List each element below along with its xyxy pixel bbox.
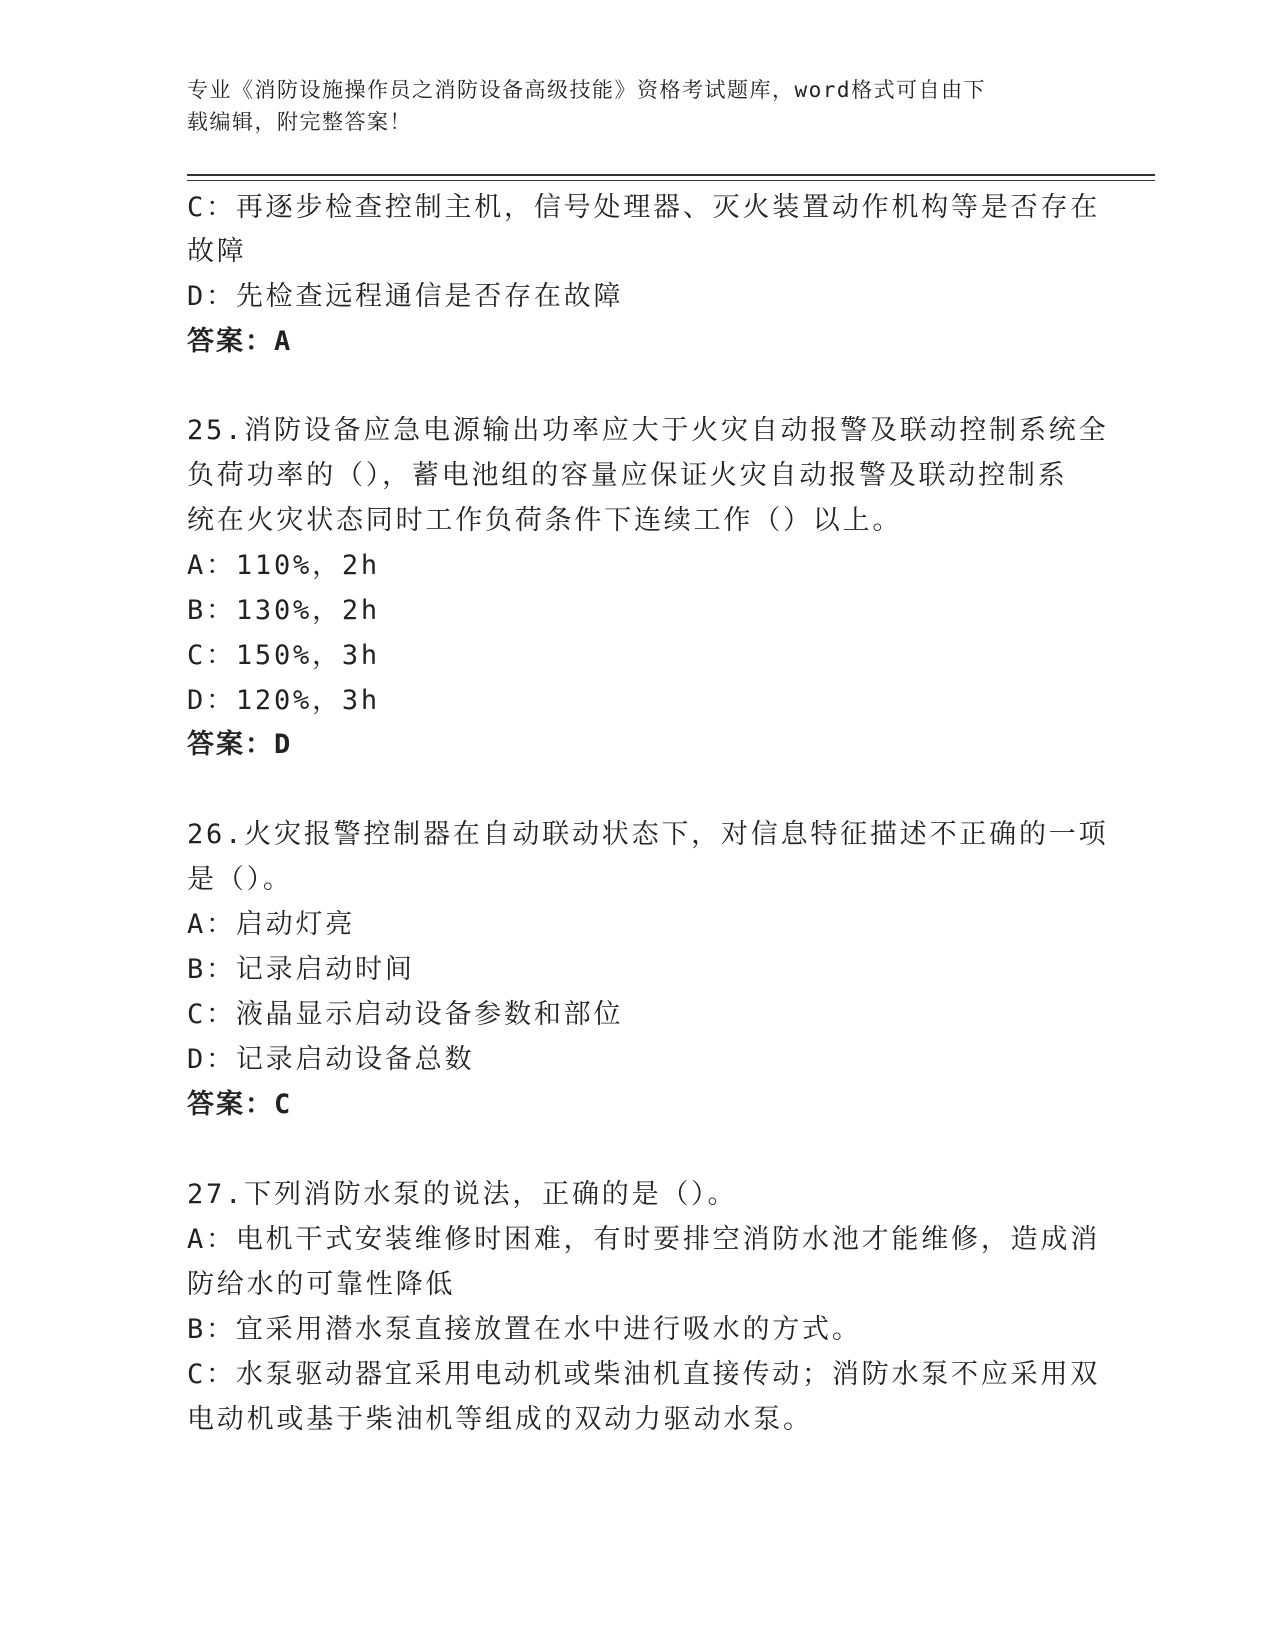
q25-option-a: A：110%，2h: [187, 550, 380, 581]
header-divider-thin: [187, 180, 1155, 181]
q26-option-c: C：液晶显示启动设备参数和部位: [187, 999, 624, 1030]
q25-stem-line-2: 负荷功率的（），蓄电池组的容量应保证火灾自动报警及联动控制系: [187, 460, 1068, 491]
q26-option-d: D：记录启动设备总数: [187, 1044, 475, 1075]
q26-stem-line-2: 是（）。: [187, 864, 293, 895]
prev-option-c-line-1: C：再逐步检查控制主机，信号处理器、灭火装置动作机构等是否存在: [187, 192, 1101, 223]
q27-option-a-line-1: A：电机干式安装维修时困难，有时要排空消防水池才能维修，造成消: [187, 1224, 1101, 1255]
q27-option-c-line-2: 电动机或基于柴油机等组成的双动力驱动水泵。: [187, 1404, 813, 1435]
q26-option-a: A：启动灯亮: [187, 909, 356, 940]
q25-option-b: B：130%，2h: [187, 595, 380, 626]
q25-option-d: D：120%，3h: [187, 685, 380, 716]
q26-option-b: B：记录启动时间: [187, 954, 415, 985]
q26-stem-line-1: 26.火灾报警控制器在自动联动状态下，对信息特征描述不正确的一项: [187, 819, 1109, 850]
header-line-2: 载编辑，附完整答案！: [187, 110, 412, 134]
q26-answer: 答案：C: [187, 1089, 293, 1120]
q25-stem-line-3: 统在火灾状态同时工作负荷条件下连续工作（）以上。: [187, 505, 903, 536]
prev-option-c-line-2: 故障: [187, 236, 247, 267]
document-header: [187, 74, 1067, 138]
q27-option-c-line-1: C：水泵驱动器宜采用电动机或柴油机直接传动；消防水泵不应采用双: [187, 1359, 1101, 1390]
prev-answer: 答案：A: [187, 326, 293, 357]
header-line-1: 专业《消防设施操作员之消防设备高级技能》资格考试题库，word格式可自由下: [187, 78, 987, 102]
q25-stem-line-1: 25.消防设备应急电源输出功率应大于火灾自动报警及联动控制系统全: [187, 415, 1109, 446]
prev-option-d: D：先检查远程通信是否存在故障: [187, 281, 624, 312]
header-divider-thick: [187, 174, 1155, 176]
q25-option-c: C：150%，3h: [187, 640, 380, 671]
q27-option-a-line-2: 防给水的可靠性降低: [187, 1269, 456, 1300]
q27-option-b: B：宜采用潜水泵直接放置在水中进行吸水的方式。: [187, 1314, 862, 1345]
q27-stem-line-1: 27.下列消防水泵的说法，正确的是（）。: [187, 1179, 738, 1210]
q25-answer: 答案：D: [187, 729, 293, 760]
